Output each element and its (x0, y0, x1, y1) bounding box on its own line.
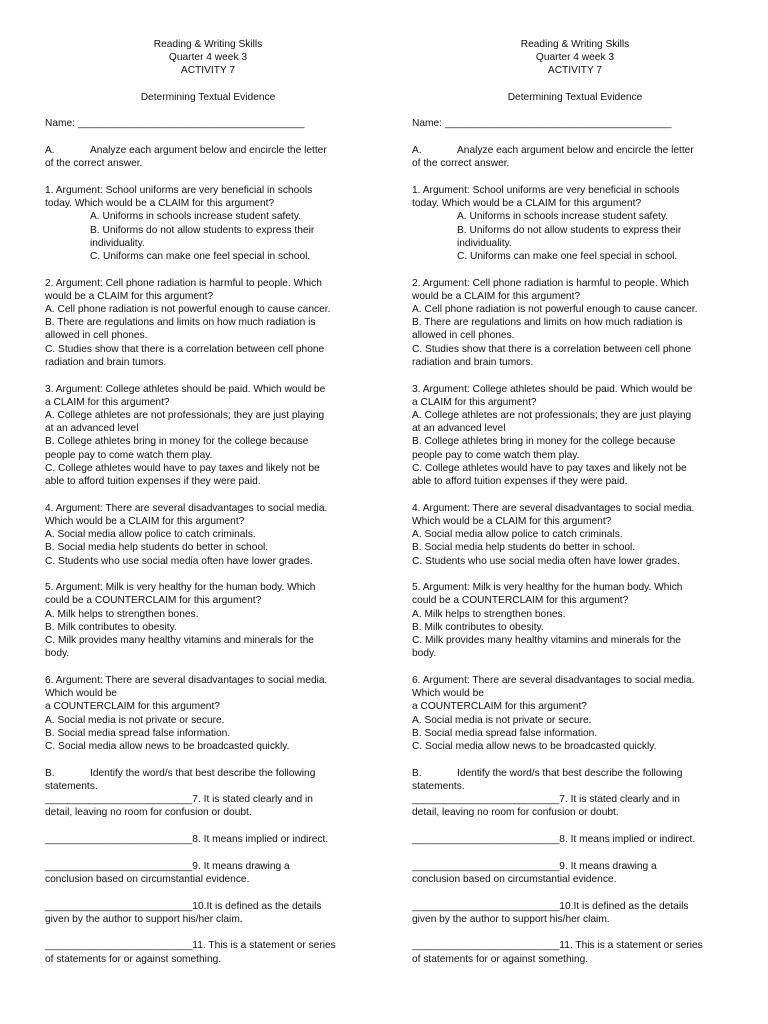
section-a-instruction (412, 144, 738, 157)
question-line: would be a CLAIM for this argument? (45, 290, 214, 302)
choice-b: B. Uniforms do not allow students to express their (457, 224, 682, 236)
question-3 (45, 383, 371, 489)
choice-c: C. Uniforms can make one feel special in school. (457, 250, 678, 262)
choice-b-cont: allowed in cell phones. (412, 330, 515, 342)
choice-c: C. Milk provides many healthy vitamins and minerals for the (412, 635, 681, 647)
item-9 (412, 860, 738, 886)
question-1 (412, 184, 738, 263)
choice-c: C. Studies show that there is a correlation between cell phone (45, 343, 325, 355)
item-8 (45, 833, 371, 846)
blank-line: __________________________11. This is a statement or series (412, 940, 703, 952)
choice-c-cont: able to afford tuition expenses if they were paid. (45, 475, 261, 487)
choice-a: A. Cell phone radiation is not powerful enough to cause cancer. (412, 304, 698, 316)
choice-b: B. There are regulations and limits on how much radiation is (412, 317, 683, 329)
question-6 (412, 674, 738, 753)
question-line: 5. Argument: Milk is very healthy for the human body. Which (412, 582, 683, 594)
blank-line: __________________________10.It is defined as the details (45, 900, 322, 912)
question-line: 6. Argument: There are several disadvantages to social media. (45, 674, 328, 686)
item-10 (412, 900, 738, 926)
item-text-cont: conclusion based on circumstantial evidence. (412, 873, 617, 885)
question-line: Which would be (45, 688, 117, 700)
blank-line: __________________________7. It is stated clearly and in (412, 794, 680, 806)
question-3 (412, 383, 738, 489)
item-9 (45, 860, 371, 886)
question-line: 6. Argument: There are several disadvantages to social media. (412, 674, 695, 686)
activity-title: Determining Textual Evidence (507, 91, 643, 103)
question-line: 5. Argument: Milk is very healthy for the human body. Which (45, 582, 316, 594)
name-field: Name: ________________________________________ (45, 118, 305, 130)
choice-b: B. Uniforms do not allow students to express their (90, 224, 315, 236)
choice-c-cont: radiation and brain tumors. (412, 356, 534, 368)
instruction-text: Identify the word/s that best describe the following (457, 767, 683, 779)
choice-b: B. Milk contributes to obesity. (412, 621, 544, 633)
question-line: 1. Argument: School uniforms are very beneficial in schools (412, 184, 680, 196)
choice-b-cont: individuality. (457, 237, 512, 249)
question-line: a CLAIM for this argument? (412, 396, 537, 408)
choice-b-cont: allowed in cell phones. (45, 330, 148, 342)
choice-b: B. Social media spread false information. (45, 727, 231, 739)
blank-line: __________________________8. It means implied or indirect. (45, 833, 329, 845)
choice-a: A. Social media allow police to catch criminals. (412, 529, 623, 541)
choice-c: C. Social media allow news to be broadcasted quickly. (412, 740, 657, 752)
activity-number: ACTIVITY 7 (180, 65, 236, 77)
choice-c: C. Students who use social media often have lower grades. (412, 555, 680, 567)
subject-title: Reading & Writing Skills (153, 39, 263, 50)
choice-b: B. College athletes bring in money for the college because (45, 436, 309, 448)
quarter-week: Quarter 4 week 3 (168, 52, 248, 64)
item-11 (45, 939, 371, 965)
section-letter: A. (45, 145, 55, 157)
choice-c: C. Social media allow news to be broadcasted quickly. (45, 740, 290, 752)
section-b-instruction (45, 767, 371, 780)
choice-a: A. College athletes are not professionals; they are just playing (45, 409, 325, 421)
choice-a: A. Social media allow police to catch criminals. (45, 529, 256, 541)
instruction-text: Identify the word/s that best describe the following (90, 767, 316, 779)
section-letter: A. (412, 145, 422, 157)
blank-line: __________________________10.It is defined as the details (412, 900, 689, 912)
choice-c: C. Milk provides many healthy vitamins and minerals for the (45, 635, 314, 647)
blank-line: __________________________9. It means drawing a (412, 860, 657, 872)
question-line: a COUNTERCLAIM for this argument? (412, 701, 587, 713)
question-line: today. Which would be a CLAIM for this argument? (412, 198, 642, 210)
choice-a-cont: at an advanced level (412, 423, 506, 435)
item-text-cont: detail, leaving no room for confusion or doubt. (412, 807, 619, 819)
choice-b: B. Social media spread false information. (412, 727, 598, 739)
choice-b: B. Milk contributes to obesity. (45, 621, 177, 633)
choice-c: C. Uniforms can make one feel special in school. (90, 250, 311, 262)
choice-c: C. College athletes would have to pay taxes and likely not be (412, 462, 687, 474)
item-11 (412, 939, 738, 965)
choice-c: C. College athletes would have to pay taxes and likely not be (45, 462, 320, 474)
question-1 (45, 184, 371, 263)
item-text-cont: given by the author to support his/her claim. (45, 913, 243, 925)
header (412, 38, 738, 104)
question-line: 3. Argument: College athletes should be paid. Which would be (45, 383, 326, 395)
choice-a: A. Social media is not private or secure. (412, 714, 592, 726)
choice-b-cont: individuality. (90, 237, 145, 249)
item-8 (412, 833, 738, 846)
item-7 (412, 793, 738, 819)
instruction-text: Analyze each argument below and encircle the letter (90, 145, 327, 157)
blank-line: __________________________11. This is a statement or series (45, 940, 336, 952)
worksheet-right-column (412, 38, 738, 966)
choice-c: C. Studies show that there is a correlation between cell phone (412, 343, 692, 355)
choice-b: B. Social media help students do better in school. (412, 542, 636, 554)
choice-b: B. College athletes bring in money for the college because (412, 436, 676, 448)
choice-c-cont: able to afford tuition expenses if they were paid. (412, 475, 628, 487)
choice-a: A. College athletes are not professionals; they are just playing (412, 409, 692, 421)
choice-b: B. There are regulations and limits on how much radiation is (45, 317, 316, 329)
activity-title: Determining Textual Evidence (140, 91, 276, 103)
question-line: a COUNTERCLAIM for this argument? (45, 701, 220, 713)
question-line: Which would be a CLAIM for this argument? (412, 515, 612, 527)
blank-line: __________________________8. It means implied or indirect. (412, 833, 696, 845)
question-2 (412, 277, 738, 369)
question-line: 2. Argument: Cell phone radiation is harmful to people. Which (45, 277, 322, 289)
choice-a: A. Social media is not private or secure. (45, 714, 225, 726)
question-4 (412, 502, 738, 568)
question-4 (45, 502, 371, 568)
instruction-text-cont: of the correct answer. (412, 158, 510, 170)
choice-a: A. Uniforms in schools increase student safety. (457, 211, 669, 223)
section-a-instruction (45, 144, 371, 157)
choice-b: B. Social media help students do better in school. (45, 542, 269, 554)
item-text-cont: conclusion based on circumstantial evidence. (45, 873, 250, 885)
section-letter: B. (412, 767, 422, 779)
choice-a: A. Milk helps to strengthen bones. (412, 608, 566, 620)
question-6 (45, 674, 371, 753)
item-7 (45, 793, 371, 819)
choice-b-cont: people pay to come watch them play. (412, 449, 580, 461)
question-line: would be a CLAIM for this argument? (412, 290, 581, 302)
choice-a: A. Milk helps to strengthen bones. (45, 608, 199, 620)
choice-c-cont: body. (412, 648, 437, 660)
question-line: 1. Argument: School uniforms are very beneficial in schools (45, 184, 313, 196)
instruction-text-cont: of the correct answer. (45, 158, 143, 170)
item-text-cont: of statements for or against something. (45, 953, 222, 965)
choice-c-cont: radiation and brain tumors. (45, 356, 167, 368)
choice-a-cont: at an advanced level (45, 423, 139, 435)
question-line: 3. Argument: College athletes should be paid. Which would be (412, 383, 693, 395)
item-text-cont: detail, leaving no room for confusion or doubt. (45, 807, 252, 819)
section-b-instruction (412, 767, 738, 780)
question-line: Which would be a CLAIM for this argument? (45, 515, 245, 527)
choice-b-cont: people pay to come watch them play. (45, 449, 213, 461)
choice-c-cont: body. (45, 648, 70, 660)
instruction-text-cont: statements. (412, 780, 465, 792)
question-5 (412, 581, 738, 660)
choice-a: A. Cell phone radiation is not powerful enough to cause cancer. (45, 304, 331, 316)
worksheet-left-column (45, 38, 371, 966)
question-line: could be a COUNTERCLAIM for this argument? (412, 595, 629, 607)
section-letter: B. (45, 767, 55, 779)
question-line: a CLAIM for this argument? (45, 396, 170, 408)
instruction-text-cont: statements. (45, 780, 98, 792)
question-line: Which would be (412, 688, 484, 700)
activity-number: ACTIVITY 7 (547, 65, 603, 77)
quarter-week: Quarter 4 week 3 (535, 52, 615, 64)
item-10 (45, 900, 371, 926)
header (45, 38, 371, 104)
name-field: Name: ________________________________________ (412, 118, 672, 130)
question-5 (45, 581, 371, 660)
question-line: 4. Argument: There are several disadvantages to social media. (412, 502, 695, 514)
choice-c: C. Students who use social media often have lower grades. (45, 555, 313, 567)
blank-line: __________________________7. It is stated clearly and in (45, 794, 313, 806)
instruction-text: Analyze each argument below and encircle the letter (457, 145, 694, 157)
choice-a: A. Uniforms in schools increase student safety. (90, 211, 302, 223)
question-line: today. Which would be a CLAIM for this argument? (45, 198, 275, 210)
blank-line: __________________________9. It means drawing a (45, 860, 290, 872)
question-line: 2. Argument: Cell phone radiation is harmful to people. Which (412, 277, 689, 289)
item-text-cont: given by the author to support his/her claim. (412, 913, 610, 925)
subject-title: Reading & Writing Skills (520, 39, 630, 50)
question-2 (45, 277, 371, 369)
question-line: 4. Argument: There are several disadvantages to social media. (45, 502, 328, 514)
question-line: could be a COUNTERCLAIM for this argument? (45, 595, 262, 607)
item-text-cont: of statements for or against something. (412, 953, 589, 965)
